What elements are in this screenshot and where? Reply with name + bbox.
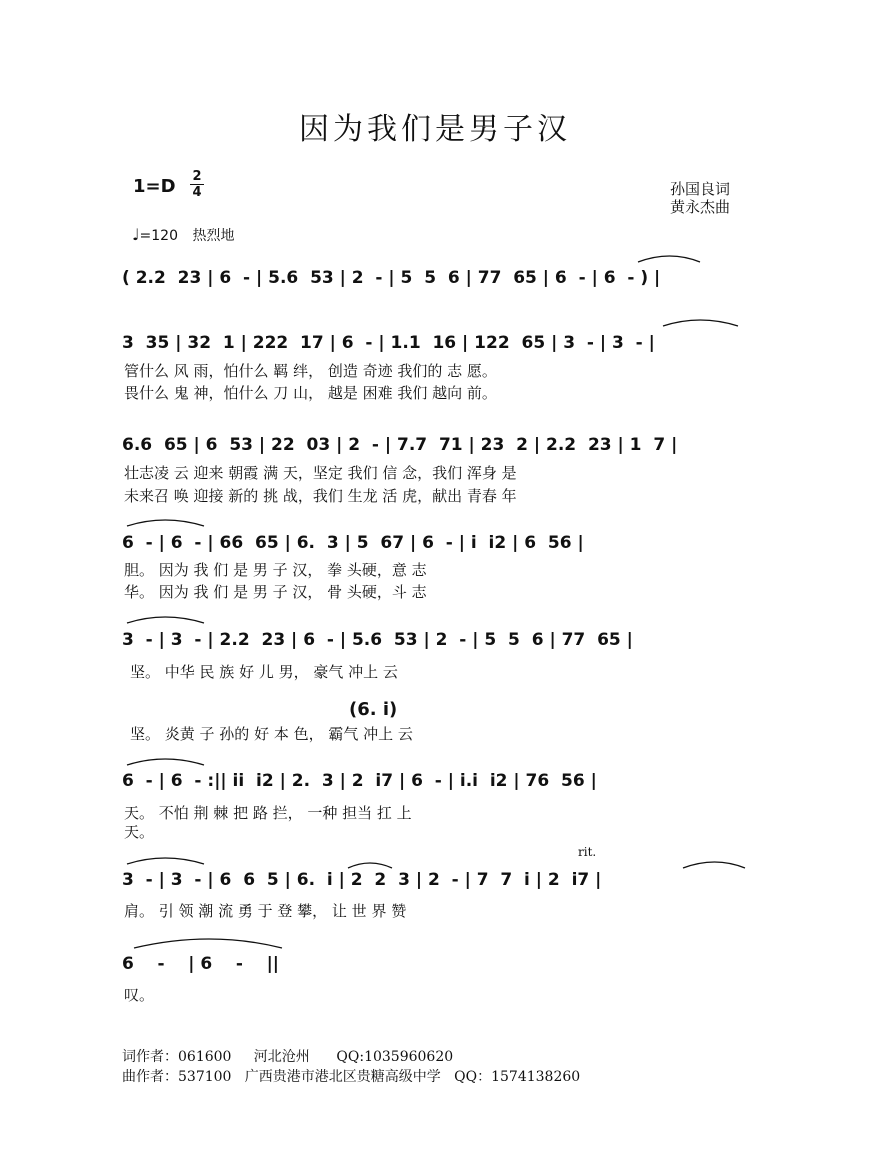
notation-line-6: 6 - | 6 - :|| ii i2 | 2. 3 | 2 i7 | 6 - | i.i i2 | 76 56 | (122, 771, 597, 791)
tempo-value: =120 (139, 228, 178, 244)
lyric-line: 天。 (124, 823, 155, 841)
tie-arc (663, 320, 738, 326)
notation-line-3: 6.6 65 | 6 53 | 22 03 | 2 - | 7.7 71 | 23 2 | 2.2 23 | 1 7 | (122, 435, 678, 455)
lyric-line: 叹。 (124, 986, 155, 1004)
slur-arc (683, 862, 745, 868)
notation-line-7: 3 - | 3 - | 6 6 5 | 6. i | 2 2 3 | 2 - | 7 7 i | 2 i7 | (122, 870, 602, 890)
lyric-line: 畏什么 鬼 神，怕什么 刀 山， 越是 困难 我们 越向 前。 (124, 384, 497, 402)
composer-info: 曲作者：537100 广西贵港市港北区贵糖高级中学 QQ：1574138260 (122, 1069, 581, 1085)
key-signature: 1=D (133, 176, 176, 197)
ritardando-marking: rit. (578, 845, 597, 859)
tie-arc (134, 939, 282, 948)
tempo-expression: 热烈地 (192, 228, 235, 244)
tie-arc (127, 858, 204, 864)
time-signature-bottom: 4 (192, 185, 202, 200)
time-signature-top: 2 (192, 169, 202, 184)
lyric-line: 肩。 引 领 潮 流 勇 于 登 攀， 让 世 界 赞 (124, 902, 407, 920)
tie-arc (127, 520, 204, 526)
tie-arc (638, 256, 700, 262)
slur-arc (348, 863, 392, 868)
song-title: 因为我们是男子汉 (299, 112, 571, 147)
lyric-line: 坚。 炎黄 子 孙的 好 本 色， 霸气 冲上 云 (130, 725, 413, 743)
tie-arc (127, 759, 204, 765)
notation-line-1: ( 2.2 23 | 6 - | 5.6 53 | 2 - | 5 5 6 | 77 65 | 6 - | 6 - ) | (122, 268, 661, 288)
lyric-line: 胆。 因为 我 们 是 男 子 汉， 拳 头硬，意 志 (124, 561, 427, 579)
lyric-line: 坚。 中华 民 族 好 儿 男， 豪气 冲上 云 (130, 663, 398, 681)
tie-arc (127, 617, 204, 623)
lyric-line: 华。 因为 我 们 是 男 子 汉， 骨 头硬，斗 志 (124, 583, 427, 601)
alternate-notes: (6. i) (349, 699, 398, 720)
lyric-line: 未来召 唤 迎接 新的 挑 战，我们 生龙 活 虎，献出 青春 年 (124, 487, 517, 505)
lyric-line: 管什么 风 雨，怕什么 羁 绊， 创造 奇迹 我们的 志 愿。 (124, 362, 497, 380)
notation-line-8: 6 - | 6 - || (122, 954, 280, 974)
lyric-line: 壮志凌 云 迎来 朝霞 满 天，坚定 我们 信 念，我们 浑身 是 (124, 464, 517, 482)
lyricist-credit: 孙国良词 (670, 180, 731, 198)
lyricist-info: 词作者：061600 河北沧州 QQ:1035960620 (122, 1049, 454, 1065)
notation-line-4: 6 - | 6 - | 66 65 | 6. 3 | 5 67 | 6 - | i i2 | 6 56 | (122, 533, 584, 553)
lyric-line: 天。 不怕 荆 棘 把 路 拦， 一种 担当 扛 上 (124, 804, 412, 822)
notation-line-2: 3 35 | 32 1 | 222 17 | 6 - | 1.1 16 | 122 65 | 3 - | 3 - | (122, 333, 655, 353)
quarter-note-icon: ♩ (132, 225, 140, 244)
composer-credit: 黄永杰曲 (670, 198, 731, 216)
notation-line-5: 3 - | 3 - | 2.2 23 | 6 - | 5.6 53 | 2 - | 5 5 6 | 77 65 | (122, 630, 633, 650)
